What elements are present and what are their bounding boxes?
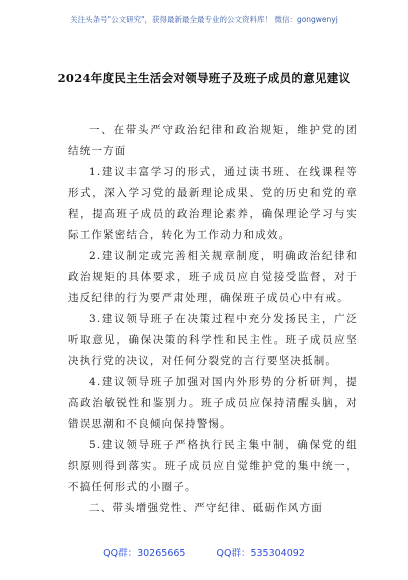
section-heading-1: 一、在带头严守政治纪律和政治规矩，维护党的团结统一方面: [68, 124, 358, 157]
footer-contact: [0, 545, 408, 559]
document-body: [68, 120, 358, 519]
qq-group-2: QQ群：535304092: [216, 548, 305, 559]
section-heading-2: 二、带头增强党性、严守纪律、砥砺作风方面: [89, 502, 323, 514]
paragraph-4: 4.建议领导班子加强对国内外形势的分析研判，提高政治敏锐性和鉴别力。班子成员应保持清醒头脑，对错误思潮和不良倾向保持警惕。: [68, 376, 358, 430]
qq-group-1: QQ群：30265665: [103, 548, 186, 559]
paragraph-1: 1.建议丰富学习的形式，通过读书班、在线课程等形式，深入学习党的最新理论成果、党的历史和党的章程，提高班子成员的政治理论素养，确保理论学习与实际工作紧密结合，转化为工作动力和成效。: [68, 166, 358, 241]
paragraph-2: 2.建议制定或完善相关规章制度，明确政治纪律和政治规矩的具体要求，班子成员应自觉接受监督，对于违反纪律的行为要严肃处理，确保班子成员心中有戒。: [68, 250, 358, 304]
paragraph-5: 5.建议领导班子严格执行民主集中制，确保党的组织原则得到落实。班子成员应自觉维护党的集中统一，不搞任何形式的小圈子。: [68, 439, 358, 493]
paragraph-3: 3.建议领导班子在决策过程中充分发扬民主，广泛听取意见，确保决策的科学性和民主性。班子成员应坚决执行党的决议，对任何分裂党的言行要坚决抵制。: [68, 313, 358, 367]
header-promo-note: 关注头条号"公文研究"，获得最新最全最专业的公文资料库！ 微信：gongwenyj: [70, 15, 338, 24]
document-title: 2024年度民主生活会对领导班子及班子成员的意见建议: [57, 71, 351, 85]
